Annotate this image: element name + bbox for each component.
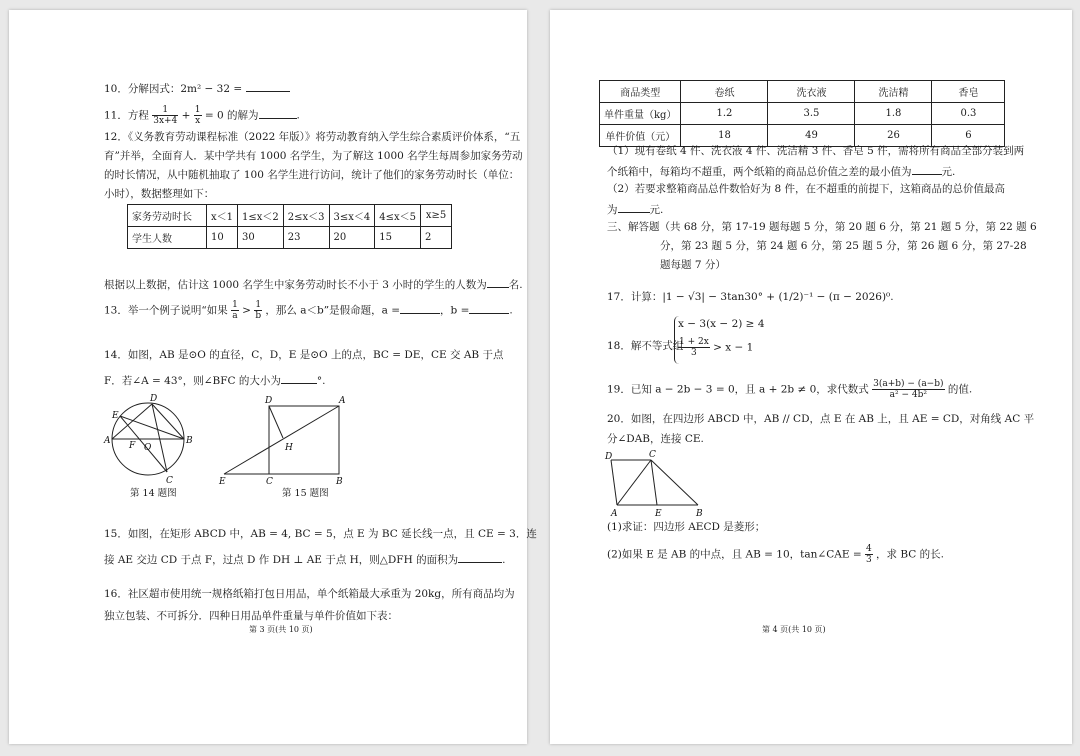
question-13: 13．举一个例子说明“如果 $\frac{1}{a}$ > $\frac{1}{b}$ ，那么 a＜b”是假命题，a = ，b = . bbox=[104, 300, 513, 321]
figure-20-quadrilateral bbox=[605, 450, 715, 519]
table-cell: 1.2 bbox=[681, 103, 768, 125]
table-cell: 20 bbox=[329, 227, 375, 249]
table-cell: x＜1 bbox=[207, 205, 238, 227]
table-row bbox=[600, 103, 1005, 125]
page-3 bbox=[9, 10, 537, 744]
question-12-line2: 育”并举，全面育人．某中学共有 1000 名学生，为了解这 1000 名学生每周参加家务劳动 bbox=[104, 150, 523, 162]
table-cell: 2 bbox=[421, 227, 452, 249]
table-cell: 1≤x＜2 bbox=[238, 205, 284, 227]
question-12-line5: 根据以上数据，估计这 1000 名学生中家务劳动时长不小于 3 小时的学生的人数为 名. bbox=[104, 276, 523, 292]
section-3-line1: 三、解答题（共 68 分，第 17-19 题每题 5 分，第 20 题 6 分，第 21 题 5 分，第 22 题 6 bbox=[607, 221, 1037, 233]
table-cell: 30 bbox=[238, 227, 284, 249]
figure-14-circle bbox=[104, 392, 204, 487]
table-cell: 23 bbox=[283, 227, 329, 249]
table-cell: 香皂 bbox=[932, 81, 1005, 103]
question-20-part-1: (1)求证：四边形 AECD 是菱形； bbox=[607, 521, 766, 533]
table-cell: 商品类型 bbox=[600, 81, 681, 103]
label-A: A bbox=[339, 396, 346, 406]
label-D: D bbox=[150, 394, 158, 404]
question-16-2-line2: 为 元. bbox=[607, 201, 663, 217]
label-E: E bbox=[655, 509, 662, 519]
page-footer: 第 3 页(共 10 页) bbox=[249, 625, 313, 634]
question-18-label: 18．解不等式组 bbox=[607, 340, 684, 352]
question-15-line1: 15．如图，在矩形 ABCD 中，AB = 4, BC = 5，点 E 为 BC 延长线一点，且 CE = 3．连 bbox=[104, 528, 537, 540]
table-cell: 单件价值（元） bbox=[600, 125, 681, 147]
label-B: B bbox=[696, 509, 703, 519]
question-19: 19．已知 a − 2b − 3 = 0，且 a + 2b ≠ 0，求代数式 $\frac{3(a+b) - (a-b)}{\text{a² − 4b²}}$ 的值. bbox=[607, 379, 973, 400]
label-D: D bbox=[265, 396, 273, 406]
label-A: A bbox=[611, 509, 618, 519]
page-4 bbox=[550, 10, 1072, 744]
label-B: B bbox=[186, 436, 193, 446]
table-cell: 3≤x＜4 bbox=[329, 205, 375, 227]
question-11: 11．方程 $\frac{1}{3x+4}$ + $\frac{1}{x}$ = 0 的解为 . bbox=[104, 105, 300, 126]
label-B: B bbox=[336, 477, 343, 487]
question-20-line2: 分∠DAB，连接 CE. bbox=[607, 433, 704, 445]
question-16-line2: 独立包装、不可拆分．四种日用品单件重量与单件价值如下表： bbox=[104, 610, 398, 622]
labor-time-table bbox=[127, 204, 452, 249]
table-cell: 卷纸 bbox=[681, 81, 768, 103]
question-17: 17．计算：|1 − √3| − 3tan30° + (1/2)⁻¹ − (π − 2026)⁰. bbox=[607, 291, 894, 303]
page-footer: 第 4 页(共 10 页) bbox=[762, 625, 826, 634]
table-cell: 洗衣液 bbox=[768, 81, 855, 103]
table-cell: 6 bbox=[932, 125, 1005, 147]
label-E: E bbox=[219, 477, 226, 487]
table-row bbox=[600, 81, 1005, 103]
inequality-1: x − 3(x − 2) ≥ 4 bbox=[678, 318, 765, 330]
label-C: C bbox=[649, 450, 656, 460]
question-16-1-line1: （1）现有卷纸 4 件、洗衣液 4 件、洗洁精 3 件、香皂 5 件，需将所有商品全部分装到两 bbox=[607, 145, 1025, 157]
table-cell: x≥5 bbox=[421, 205, 452, 227]
table-cell: 1.8 bbox=[855, 103, 932, 125]
table-cell: 洗洁精 bbox=[855, 81, 932, 103]
figure-14-caption: 第 14 题图 bbox=[130, 488, 177, 499]
table-cell: 26 bbox=[855, 125, 932, 147]
figure-15-caption: 第 15 题图 bbox=[282, 488, 329, 499]
table-cell: 18 bbox=[681, 125, 768, 147]
label-E: E bbox=[112, 411, 119, 421]
question-20-line1: 20．如图，在四边形 ABCD 中，AB // CD，点 E 在 AB 上，且 AE = CD，对角线 AC 平 bbox=[607, 413, 1035, 425]
question-16-2-line1: （2）若要求整箱商品总件数恰好为 8 件，在不超重的前提下，这箱商品的总价值最高 bbox=[607, 183, 1006, 195]
label-H: H bbox=[285, 443, 293, 453]
label-C: C bbox=[266, 477, 273, 487]
section-3-line2: 分，第 23 题 5 分，第 24 题 6 分，第 25 题 5 分，第 26 题 6 分，第 27-28 bbox=[660, 240, 1027, 252]
question-16-line1: 16．社区超市使用统一规格纸箱打包日用品，单个纸箱最大承重为 20kg，所有商品均为 bbox=[104, 588, 515, 600]
table-row bbox=[128, 227, 452, 249]
table-cell: 3.5 bbox=[768, 103, 855, 125]
label-F: F bbox=[129, 441, 136, 451]
label-A: A bbox=[104, 436, 111, 446]
table-cell: 2≤x＜3 bbox=[283, 205, 329, 227]
table-cell: 单件重量（kg） bbox=[600, 103, 681, 125]
inequality-2: $\frac{1 + 2x}{3}$ > x − 1 bbox=[679, 337, 754, 358]
table-cell: 学生人数 bbox=[128, 227, 207, 249]
question-14-line2: F．若∠A = 43°，则∠BFC 的大小为 °. bbox=[104, 372, 326, 388]
label-D: D bbox=[605, 452, 613, 462]
table-cell: 4≤x＜5 bbox=[375, 205, 421, 227]
label-O: O bbox=[144, 443, 152, 453]
table-cell: 10 bbox=[207, 227, 238, 249]
figure-15-rectangle bbox=[219, 396, 344, 486]
question-14-line1: 14．如图，AB 是⊙O 的直径，C，D，E 是⊙O 上的点，BC = DE，CE 交 AB 于点 bbox=[104, 349, 504, 361]
table-cell: 家务劳动时长 bbox=[128, 205, 207, 227]
question-12-line1: 12．《义务教育劳动课程标准（2022 年版）》将劳动教育纳入学生综合素质评价体系，“五 bbox=[104, 131, 521, 143]
goods-table bbox=[599, 80, 1005, 147]
table-cell: 0.3 bbox=[932, 103, 1005, 125]
table-cell: 49 bbox=[768, 125, 855, 147]
question-12-line4: 小时），数据整理如下： bbox=[104, 188, 215, 200]
question-10: 10．分解因式：2m² − 32 = bbox=[104, 80, 290, 96]
table-cell: 15 bbox=[375, 227, 421, 249]
question-20-part-2: (2)如果 E 是 AB 的中点，且 AB = 10，tan∠CAE = $\frac{4}{3}$ ，求 BC 的长. bbox=[607, 544, 945, 565]
table-row bbox=[128, 205, 452, 227]
question-12-line3: 的时长情况，从中随机抽取了 100 名学生进行访问，统计了他们的家务劳动时长（单位： bbox=[104, 169, 520, 181]
section-3-line3: 题每题 7 分） bbox=[660, 259, 726, 271]
label-C: C bbox=[166, 476, 173, 486]
question-16-1-line2: 个纸箱中，每箱均不超重，两个纸箱的商品总价值之差的最小值为 元. bbox=[607, 163, 955, 179]
question-15-line2: 接 AE 交边 CD 于点 F，过点 D 作 DH ⊥ AE 于点 H，则△DFH 的面积为 . bbox=[104, 551, 505, 567]
